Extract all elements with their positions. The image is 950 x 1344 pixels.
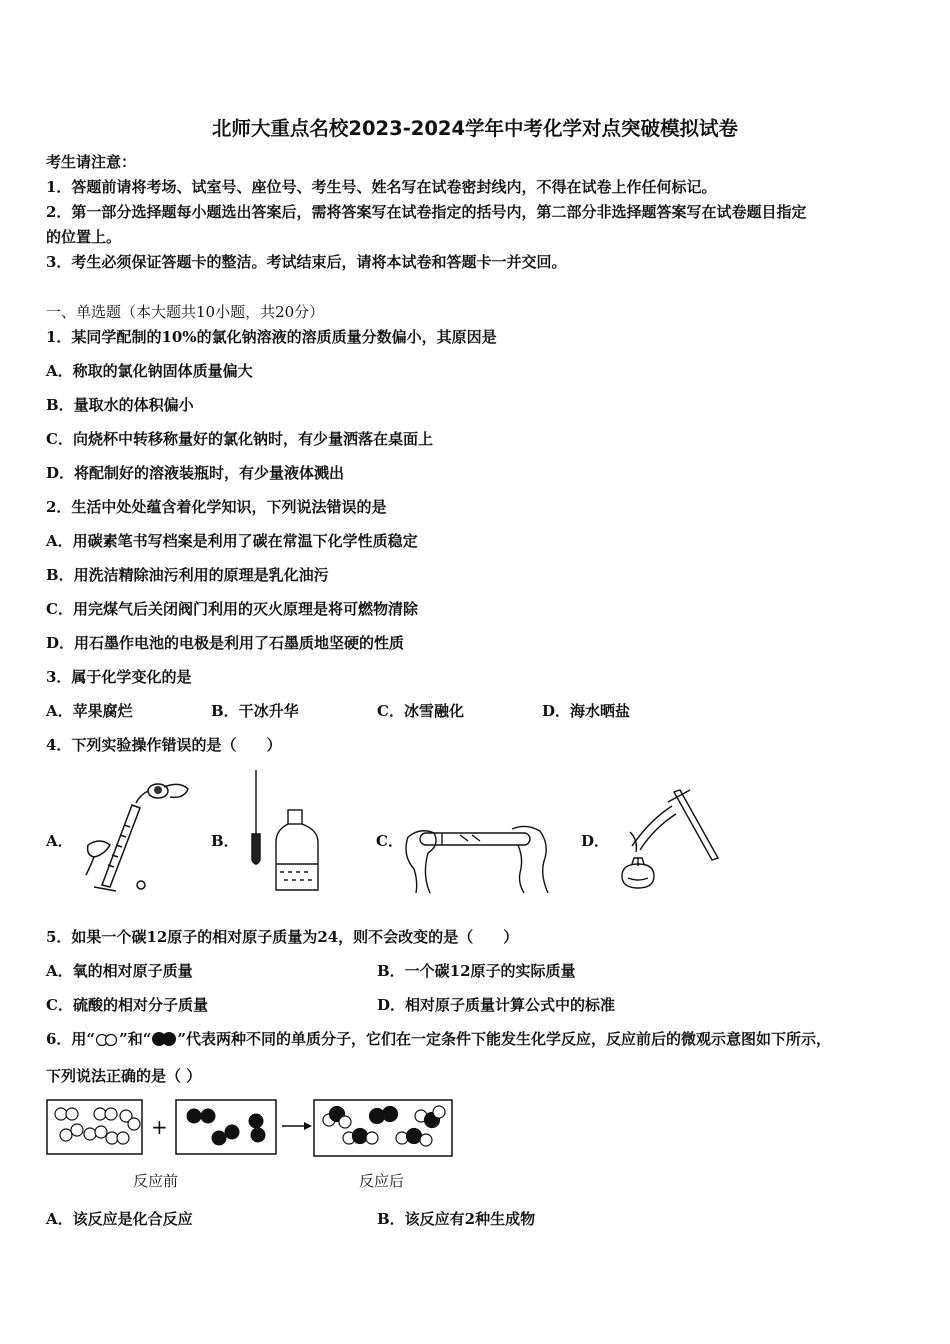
q1-option-a: A．称取的氯化钠固体质量偏大 [46, 362, 253, 380]
white-molecule-icon [95, 1033, 119, 1047]
q6-option-a: A．该反应是化合反应 [46, 1210, 193, 1228]
q5-option-c: C．硫酸的相对分子质量 [46, 996, 208, 1014]
q4-label-c: C． [376, 832, 403, 850]
q6-option-b: B．该反应有2种生成物 [377, 1210, 536, 1228]
q6-stem-middle: ”和“ [119, 1030, 152, 1048]
q3-stem: 3．属于化学变化的是 [46, 668, 192, 686]
q3-option-c: C．冰雪融化 [377, 702, 464, 720]
q1-option-c: C．向烧杯中转移称量好的氯化钠时，有少量洒落在桌面上 [46, 430, 433, 448]
notice-heading: 考生请注意： [46, 153, 137, 171]
product-box [314, 1100, 452, 1156]
q4-figure-d-alcohol-lamp-heating [610, 780, 730, 898]
notice-item-3: 3．考生必须保证答题卡的整洁。考试结束后，请将本试卷和答题卡一并交回。 [46, 253, 567, 271]
q1-option-d: D．将配制好的溶液装瓶时，有少量液体溅出 [46, 464, 345, 482]
q6-stem-line1 [46, 1029, 831, 1049]
q5-option-a: A．氧的相对原子质量 [46, 962, 193, 980]
q2-stem: 2．生活中处处蕴含着化学知识，下列说法错误的是 [46, 498, 387, 516]
reactant-box-white-molecules [47, 1100, 142, 1154]
notice-item-2-cont: 的位置上。 [46, 228, 122, 246]
q3-option-a: A．苹果腐烂 [46, 702, 133, 720]
q4-figure-a-graduated-cylinder [80, 775, 195, 895]
q4-stem: 4．下列实验操作错误的是（ ） [46, 736, 282, 754]
q5-stem: 5．如果一个碳12原子的相对原子质量为24，则不会改变的是（ ） [46, 928, 519, 946]
caption-after-reaction: 反应后 [359, 1172, 405, 1190]
reactant-box-black-molecules [176, 1100, 276, 1154]
q4-figure-b-dropper-bottle [240, 768, 325, 896]
q3-option-b: B．干冰升华 [211, 702, 299, 720]
q5-option-d: D．相对原子质量计算公式中的标准 [377, 996, 616, 1014]
q4-label-a: A． [46, 832, 73, 850]
q5-option-b: B．一个碳12原子的实际质量 [377, 962, 576, 980]
caption-before-reaction: 反应前 [133, 1172, 179, 1190]
section-heading: 一、单选题（本大题共10小题，共20分） [46, 303, 325, 321]
plus-sign: + [151, 1115, 168, 1139]
q6-stem-line2: 下列说法正确的是（ ） [46, 1067, 202, 1085]
reaction-arrow [282, 1122, 312, 1130]
q4-label-b: B． [211, 832, 239, 850]
notice-item-1: 1．答题前请将考场、试室号、座位号、考生号、姓名写在试卷密封线内，不得在试卷上作任何标记。 [46, 178, 717, 196]
q2-option-c: C．用完煤气后关闭阀门利用的灭火原理是将可燃物清除 [46, 600, 418, 618]
q2-option-a: A．用碳素笔书写档案是利用了碳在常温下化学性质稳定 [46, 532, 418, 550]
q6-reaction-diagram [46, 1098, 456, 1162]
q1-option-b: B．量取水的体积偏小 [46, 396, 194, 414]
q4-figure-c-test-tube-hands [400, 815, 560, 897]
q1-stem: 1．某同学配制的10%的氯化钠溶液的溶质质量分数偏小，其原因是 [46, 328, 497, 346]
exam-title: 北师大重点名校2023-2024学年中考化学对点突破模拟试卷 [211, 117, 739, 140]
q6-stem-prefix: 6．用“ [46, 1030, 96, 1048]
q2-option-d: D．用石墨作电池的电极是利用了石墨质地坚硬的性质 [46, 634, 405, 652]
notice-item-2: 2．第一部分选择题每小题选出答案后，需将答案写在试卷指定的括号内，第二部分非选择题答案写在试卷题目指定 [46, 203, 807, 221]
black-molecule-icon [151, 1031, 177, 1047]
q2-option-b: B．用洗洁精除油污利用的原理是乳化油污 [46, 566, 329, 584]
q3-option-d: D．海水晒盐 [542, 702, 631, 720]
q4-label-d: D． [581, 832, 610, 850]
q6-stem-rest: ”代表两种不同的单质分子，它们在一定条件下能发生化学反应，反应前后的微观示意图如下所示， [177, 1030, 831, 1048]
